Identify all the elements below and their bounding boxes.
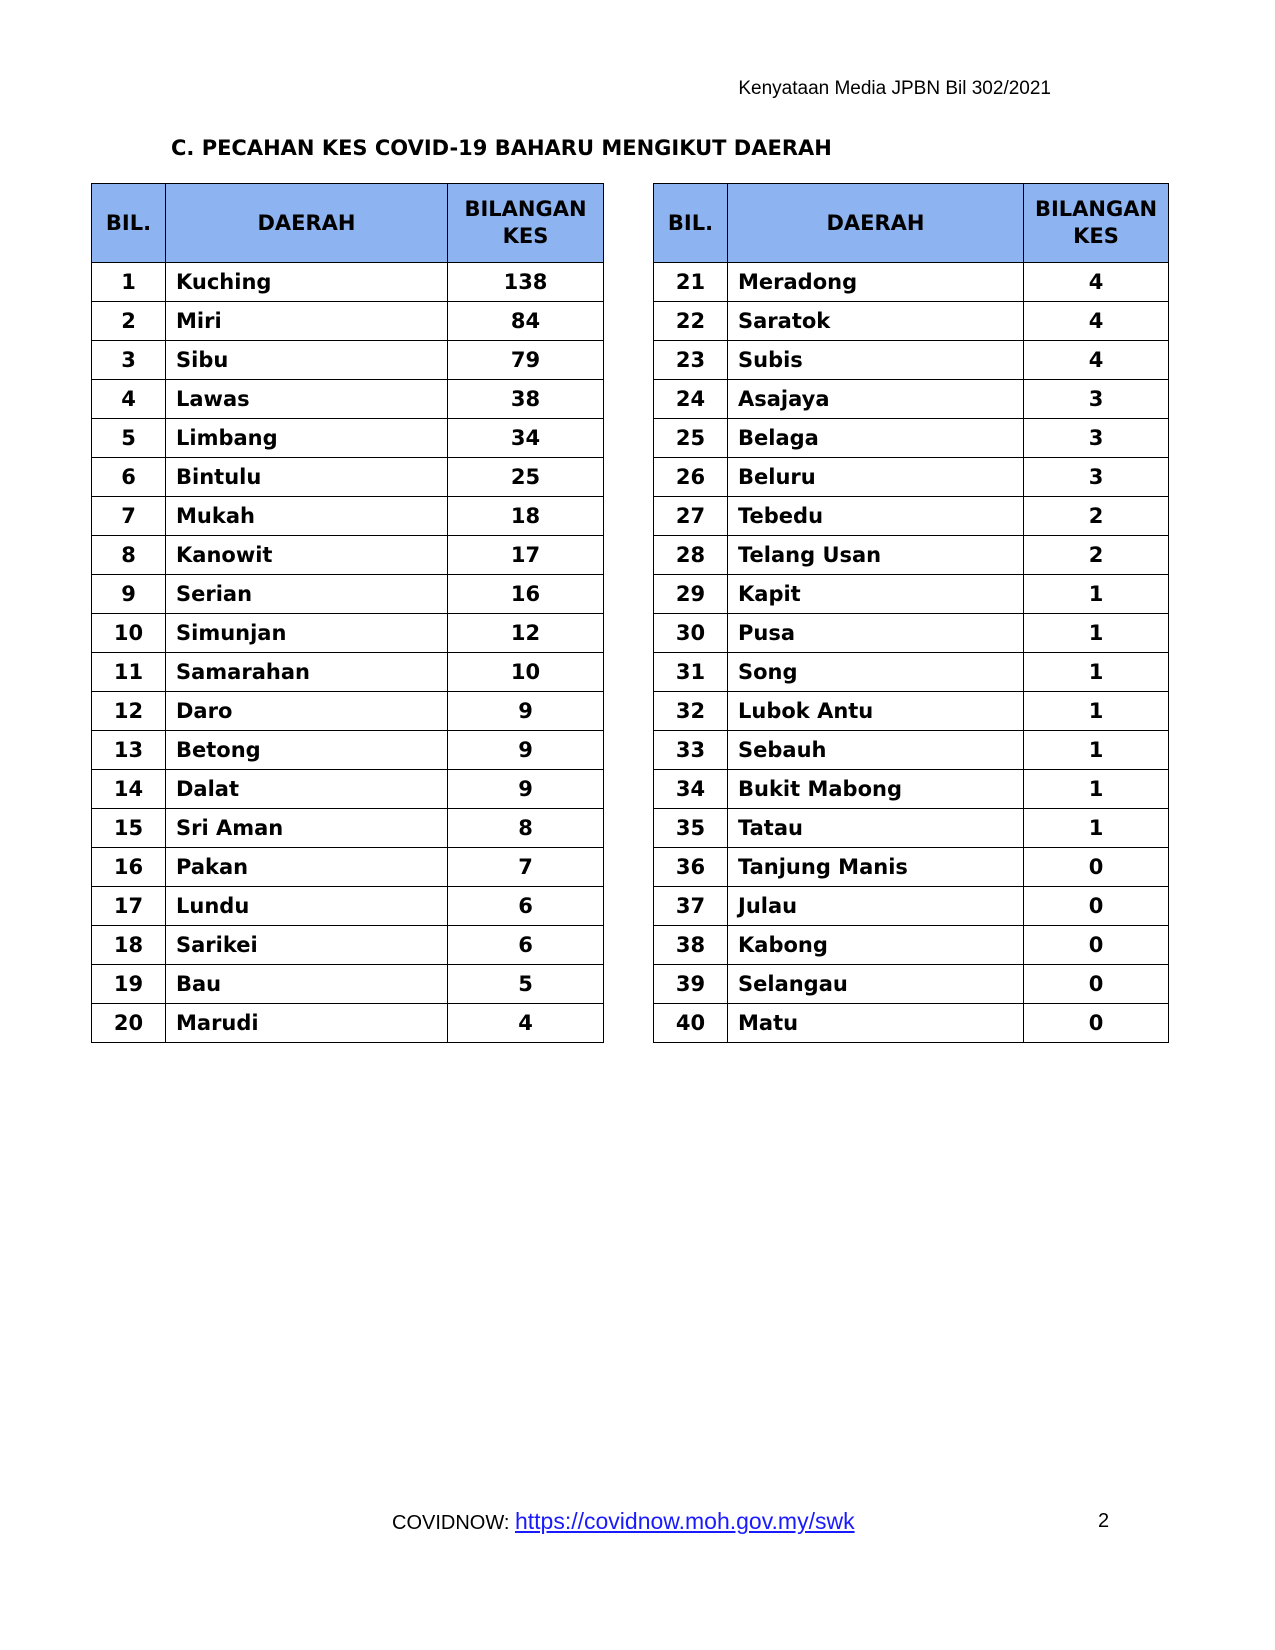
footer-label: COVIDNOW: (392, 1512, 515, 1534)
column-header-cases (448, 184, 604, 263)
column-header-district: DAERAH (728, 184, 1024, 263)
table-row (92, 497, 604, 536)
district-name: Mukah (166, 497, 448, 536)
case-count: 1 (1024, 809, 1169, 848)
table-header-row (654, 184, 1169, 263)
district-name: Miri (166, 302, 448, 341)
table-row (654, 575, 1169, 614)
district-name: Bintulu (166, 458, 448, 497)
district-name: Marudi (166, 1004, 448, 1043)
district-name: Beluru (728, 458, 1024, 497)
table-row (654, 536, 1169, 575)
case-count: 9 (448, 692, 604, 731)
case-count: 2 (1024, 536, 1169, 575)
district-name: Daro (166, 692, 448, 731)
row-number: 3 (92, 341, 166, 380)
column-header-cases (1024, 184, 1169, 263)
table-row (92, 614, 604, 653)
case-count: 0 (1024, 926, 1169, 965)
district-name: Pusa (728, 614, 1024, 653)
row-number: 21 (654, 263, 728, 302)
district-name: Selangau (728, 965, 1024, 1004)
table-row (654, 614, 1169, 653)
district-name: Belaga (728, 419, 1024, 458)
table-row (654, 458, 1169, 497)
district-name: Pakan (166, 848, 448, 887)
table-row (92, 419, 604, 458)
column-header-cases-line2: KES (1073, 224, 1119, 248)
district-name: Asajaya (728, 380, 1024, 419)
column-header-district: DAERAH (166, 184, 448, 263)
district-name: Limbang (166, 419, 448, 458)
case-count: 16 (448, 575, 604, 614)
case-count: 6 (448, 887, 604, 926)
row-number: 16 (92, 848, 166, 887)
district-name: Bukit Mabong (728, 770, 1024, 809)
case-count: 0 (1024, 848, 1169, 887)
row-number: 35 (654, 809, 728, 848)
district-name: Sibu (166, 341, 448, 380)
district-name: Song (728, 653, 1024, 692)
case-count: 138 (448, 263, 604, 302)
table-row (92, 575, 604, 614)
case-count: 18 (448, 497, 604, 536)
table-row (92, 302, 604, 341)
district-name: Meradong (728, 263, 1024, 302)
district-name: Lundu (166, 887, 448, 926)
case-count: 1 (1024, 575, 1169, 614)
table-row (92, 1004, 604, 1043)
row-number: 28 (654, 536, 728, 575)
page-number: 2 (1098, 1510, 1110, 1532)
district-name: Kabong (728, 926, 1024, 965)
district-cases-table-left (91, 183, 604, 1043)
table-row (654, 965, 1169, 1004)
district-name: Simunjan (166, 614, 448, 653)
row-number: 23 (654, 341, 728, 380)
case-count: 0 (1024, 1004, 1169, 1043)
case-count: 1 (1024, 770, 1169, 809)
table-row (654, 497, 1169, 536)
case-count: 8 (448, 809, 604, 848)
district-name: Sri Aman (166, 809, 448, 848)
case-count: 3 (1024, 380, 1169, 419)
table-row (654, 302, 1169, 341)
row-number: 38 (654, 926, 728, 965)
case-count: 4 (1024, 263, 1169, 302)
section-title: C. PECAHAN KES COVID-19 BAHARU MENGIKUT DAERAH (171, 136, 832, 160)
table-row (92, 380, 604, 419)
case-count: 3 (1024, 419, 1169, 458)
row-number: 26 (654, 458, 728, 497)
table-row (654, 419, 1169, 458)
district-name: Kuching (166, 263, 448, 302)
row-number: 31 (654, 653, 728, 692)
column-header-number: BIL. (92, 184, 166, 263)
case-count: 4 (1024, 302, 1169, 341)
case-count: 6 (448, 926, 604, 965)
district-name: Saratok (728, 302, 1024, 341)
row-number: 18 (92, 926, 166, 965)
row-number: 5 (92, 419, 166, 458)
case-count: 7 (448, 848, 604, 887)
district-cases-table-right (653, 183, 1169, 1043)
case-count: 4 (448, 1004, 604, 1043)
district-name: Sarikei (166, 926, 448, 965)
row-number: 37 (654, 887, 728, 926)
district-name: Subis (728, 341, 1024, 380)
row-number: 39 (654, 965, 728, 1004)
table-row (654, 731, 1169, 770)
table-row (654, 1004, 1169, 1043)
row-number: 22 (654, 302, 728, 341)
district-name: Sebauh (728, 731, 1024, 770)
case-count: 2 (1024, 497, 1169, 536)
case-count: 12 (448, 614, 604, 653)
table-row (92, 887, 604, 926)
case-count: 17 (448, 536, 604, 575)
case-count: 84 (448, 302, 604, 341)
row-number: 11 (92, 653, 166, 692)
row-number: 9 (92, 575, 166, 614)
row-number: 40 (654, 1004, 728, 1043)
table-row (654, 848, 1169, 887)
district-name: Matu (728, 1004, 1024, 1043)
row-number: 13 (92, 731, 166, 770)
table-row (654, 770, 1169, 809)
case-count: 1 (1024, 653, 1169, 692)
district-name: Lubok Antu (728, 692, 1024, 731)
row-number: 2 (92, 302, 166, 341)
case-count: 5 (448, 965, 604, 1004)
table-row (654, 926, 1169, 965)
district-name: Serian (166, 575, 448, 614)
row-number: 29 (654, 575, 728, 614)
row-number: 8 (92, 536, 166, 575)
row-number: 12 (92, 692, 166, 731)
case-count: 1 (1024, 614, 1169, 653)
district-name: Kanowit (166, 536, 448, 575)
table-row (92, 965, 604, 1004)
column-header-number: BIL. (654, 184, 728, 263)
row-number: 15 (92, 809, 166, 848)
case-count: 0 (1024, 965, 1169, 1004)
case-count: 25 (448, 458, 604, 497)
row-number: 6 (92, 458, 166, 497)
row-number: 24 (654, 380, 728, 419)
row-number: 7 (92, 497, 166, 536)
district-name: Tatau (728, 809, 1024, 848)
case-count: 0 (1024, 887, 1169, 926)
document-reference: Kenyataan Media JPBN Bil 302/2021 (738, 78, 1051, 99)
district-name: Dalat (166, 770, 448, 809)
row-number: 4 (92, 380, 166, 419)
table-header-row (92, 184, 604, 263)
district-name: Samarahan (166, 653, 448, 692)
row-number: 20 (92, 1004, 166, 1043)
table-row (654, 341, 1169, 380)
district-name: Julau (728, 887, 1024, 926)
row-number: 25 (654, 419, 728, 458)
row-number: 27 (654, 497, 728, 536)
district-name: Telang Usan (728, 536, 1024, 575)
row-number: 19 (92, 965, 166, 1004)
table-row (92, 926, 604, 965)
table-row (92, 341, 604, 380)
table-row (654, 263, 1169, 302)
row-number: 32 (654, 692, 728, 731)
row-number: 36 (654, 848, 728, 887)
table-row (654, 887, 1169, 926)
table-row (654, 380, 1169, 419)
case-count: 1 (1024, 731, 1169, 770)
district-name: Betong (166, 731, 448, 770)
column-header-cases-line1: BILANGAN (1034, 197, 1158, 221)
table-row (92, 848, 604, 887)
table-row (92, 770, 604, 809)
case-count: 79 (448, 341, 604, 380)
table-row (92, 458, 604, 497)
table-row (654, 692, 1169, 731)
district-name: Tanjung Manis (728, 848, 1024, 887)
district-name: Tebedu (728, 497, 1024, 536)
table-row (92, 263, 604, 302)
case-count: 38 (448, 380, 604, 419)
row-number: 1 (92, 263, 166, 302)
case-count: 10 (448, 653, 604, 692)
district-name: Bau (166, 965, 448, 1004)
row-number: 34 (654, 770, 728, 809)
footer (392, 1508, 855, 1535)
table-row (92, 692, 604, 731)
table-row (92, 536, 604, 575)
covidnow-link[interactable]: https://covidnow.moh.gov.my/swk (514, 1508, 855, 1534)
district-name: Kapit (728, 575, 1024, 614)
row-number: 33 (654, 731, 728, 770)
case-count: 1 (1024, 692, 1169, 731)
case-count: 3 (1024, 458, 1169, 497)
column-header-cases-line2: KES (502, 224, 549, 248)
case-count: 9 (448, 770, 604, 809)
row-number: 14 (92, 770, 166, 809)
table-row (92, 653, 604, 692)
row-number: 30 (654, 614, 728, 653)
case-count: 4 (1024, 341, 1169, 380)
district-name: Lawas (166, 380, 448, 419)
table-row (654, 653, 1169, 692)
case-count: 34 (448, 419, 604, 458)
row-number: 10 (92, 614, 166, 653)
row-number: 17 (92, 887, 166, 926)
table-row (92, 731, 604, 770)
column-header-cases-line1: BILANGAN (464, 197, 587, 221)
case-count: 9 (448, 731, 604, 770)
table-row (92, 809, 604, 848)
table-row (654, 809, 1169, 848)
